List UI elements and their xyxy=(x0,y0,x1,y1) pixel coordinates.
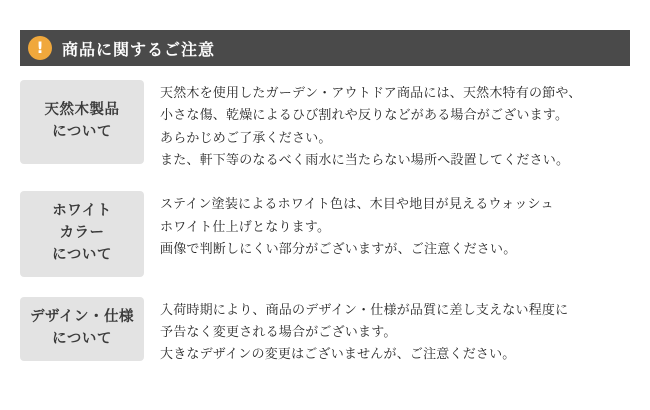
notice-body-line: 画像で判断しにくい部分がございますが、ご注意ください。 xyxy=(160,241,517,257)
notice-body-line: また、軒下等のなるべく雨水に当たらない場所へ設置してください。 xyxy=(160,152,570,168)
notice-label-line: について xyxy=(52,124,112,140)
notice-content xyxy=(20,30,630,366)
notice-body xyxy=(144,297,630,366)
notice-body-line: あらかじめご了承ください。 xyxy=(160,129,332,145)
notice-label-line: カラー xyxy=(59,225,105,242)
notice-body-line: 大きなデザインの変更はございませんが、ご注意ください。 xyxy=(160,346,516,362)
notice-label-line: について xyxy=(52,246,112,263)
notice-header xyxy=(20,30,630,66)
notice-list xyxy=(20,80,630,366)
notice-label-line: について xyxy=(52,330,112,347)
notice-body xyxy=(144,191,630,260)
notice-label-line: デザイン・仕様 xyxy=(30,308,134,325)
notice-body xyxy=(144,80,630,171)
notice-label-line: ホワイト xyxy=(52,203,112,220)
notice-item-design-spec xyxy=(20,297,630,366)
notice-body-line: 予告なく変更される場合がございます。 xyxy=(160,324,397,340)
notice-item-white-color xyxy=(20,191,630,276)
notice-body-line: 入荷時期により、商品のデザイン・仕様が品質に差し支えない程度に xyxy=(160,301,569,317)
notice-body-line: ホワイト仕上げとなります。 xyxy=(160,218,331,234)
notice-label xyxy=(20,80,144,164)
exclamation-icon: ! xyxy=(28,36,52,60)
page-title: 商品に関するご注意 xyxy=(62,41,216,59)
notice-body-line: 天然木を使用したガーデン・アウトドア商品には、天然木特有の節や、 xyxy=(160,85,582,100)
notice-body-line: 小さな傷、乾燥によるひび割れや反りなどがある場合がございます。 xyxy=(160,107,569,123)
notice-label xyxy=(20,297,144,361)
notice-label-line: 天然木製品 xyxy=(44,102,120,119)
notice-item-natural-wood xyxy=(20,80,630,171)
notice-label xyxy=(20,191,144,276)
notice-body-line: ステイン塗装によるホワイト色は、木目や地目が見えるウォッシュ xyxy=(160,196,554,212)
